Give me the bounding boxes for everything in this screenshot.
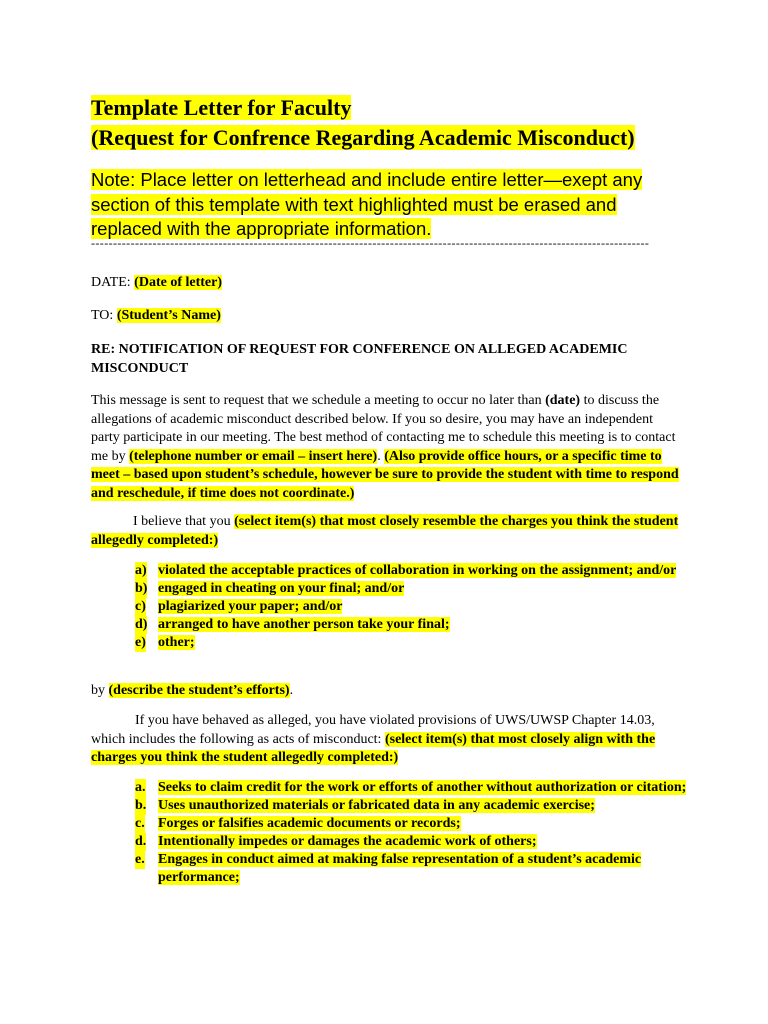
list-item bbox=[135, 580, 695, 598]
to-label: TO: bbox=[91, 308, 114, 323]
list-marker: a) bbox=[135, 563, 147, 578]
list-item bbox=[135, 815, 695, 833]
list-marker: e) bbox=[135, 635, 146, 650]
subject-line: RE: NOTIFICATION OF REQUEST FOR CONFERENCE ON ALLEGED ACADEMIC MISCONDUCT bbox=[91, 342, 628, 376]
violation-text: If you have behaved as alleged, you have violated provisions of UWS/UWSP Chapter 14.03, which includes the following as acts of misconduct: bbox=[91, 713, 655, 747]
note-text: Note: Place letter on letterhead and include entire letter—exept any section of this template with text highlighted must be erased and replaced with the appropriate information. bbox=[91, 169, 643, 239]
list-item-text: Forges or falsifies academic documents or records; bbox=[158, 816, 461, 831]
misconduct-acts-list bbox=[135, 779, 695, 887]
title-line-1 bbox=[91, 94, 351, 122]
list-marker: b) bbox=[135, 581, 148, 596]
list-item-text: plagiarized your paper; and/or bbox=[158, 599, 343, 614]
by-line bbox=[91, 682, 293, 700]
request-paragraph bbox=[91, 392, 683, 504]
to-line bbox=[91, 307, 221, 325]
list-marker: b. bbox=[135, 798, 147, 813]
select-charges-instruction: (select item(s) that most closely resemble the charges you think the student allegedly completed:) bbox=[91, 514, 679, 548]
list-marker: c) bbox=[135, 599, 146, 614]
title-text-1: Template Letter for Faculty bbox=[91, 95, 352, 120]
belief-lead: I believe that you bbox=[133, 514, 231, 529]
list-item bbox=[135, 598, 695, 616]
list-item-text: other; bbox=[158, 635, 195, 650]
list-item-text: violated the acceptable practices of collaboration in working on the assignment; and/or bbox=[158, 563, 677, 578]
by-end: . bbox=[289, 683, 294, 698]
request-text-3: . bbox=[377, 448, 381, 464]
list-item-text: Intentionally impedes or damages the academic work of others; bbox=[158, 834, 537, 849]
list-marker: e. bbox=[135, 852, 145, 867]
request-text-1: This message is sent to request that we schedule a meeting to occur no later than bbox=[91, 393, 542, 408]
deadline-field: (date) bbox=[545, 393, 581, 408]
request-text-2: to discuss the allegations of academic misconduct described below. If you so desire, you may have an independent party participate in our meeting. The best method of contacting me to schedule this meeting is to contact me by bbox=[91, 393, 676, 464]
list-item-text: arranged to have another person take your final; bbox=[158, 617, 450, 632]
office-hours-instruction: (Also provide office hours, or a specific time to meet – based upon student’s schedule, however be sure to provide the student with time to respond and reschedule, if time does not coordinate.) bbox=[91, 448, 679, 501]
list-marker: d. bbox=[135, 834, 147, 849]
list-item bbox=[135, 616, 695, 634]
list-marker: a. bbox=[135, 780, 146, 795]
list-item bbox=[135, 851, 695, 887]
list-marker: c. bbox=[135, 816, 145, 831]
title-text-2: (Request for Confrence Regarding Academic Misconduct) bbox=[91, 125, 635, 150]
date-line bbox=[91, 274, 222, 292]
student-efforts-placeholder: (describe the student’s efforts) bbox=[108, 683, 290, 698]
list-item bbox=[135, 797, 695, 815]
student-name-placeholder: (Student’s Name) bbox=[116, 308, 221, 323]
list-item bbox=[135, 833, 695, 851]
contact-method-placeholder: (telephone number or email – insert here) bbox=[129, 448, 378, 464]
charges-list bbox=[135, 562, 695, 652]
list-item-text: Engages in conduct aimed at making false representation of a student’s academic performance; bbox=[158, 852, 642, 885]
list-item-text: Seeks to claim credit for the work or efforts of another without authorization or citation; bbox=[158, 780, 687, 795]
list-item bbox=[135, 779, 695, 797]
by-lead: by bbox=[91, 683, 105, 698]
list-item-text: Uses unauthorized materials or fabricated data in any academic exercise; bbox=[158, 798, 595, 813]
title-line-2 bbox=[91, 124, 635, 152]
list-item bbox=[135, 634, 695, 652]
date-placeholder: (Date of letter) bbox=[134, 275, 222, 290]
dashed-separator: ------------------------------------------------------------------------------------------------------------------------------- bbox=[91, 236, 650, 250]
list-marker: d) bbox=[135, 617, 148, 632]
list-item-text: engaged in cheating on your final; and/or bbox=[158, 581, 405, 596]
violation-paragraph bbox=[91, 712, 683, 768]
date-label: DATE: bbox=[91, 275, 131, 290]
belief-paragraph bbox=[91, 513, 683, 550]
instruction-note bbox=[91, 168, 681, 242]
list-item bbox=[135, 562, 695, 580]
select-acts-instruction: (select item(s) that most closely align with the charges you think the student allegedly completed:) bbox=[91, 731, 656, 766]
